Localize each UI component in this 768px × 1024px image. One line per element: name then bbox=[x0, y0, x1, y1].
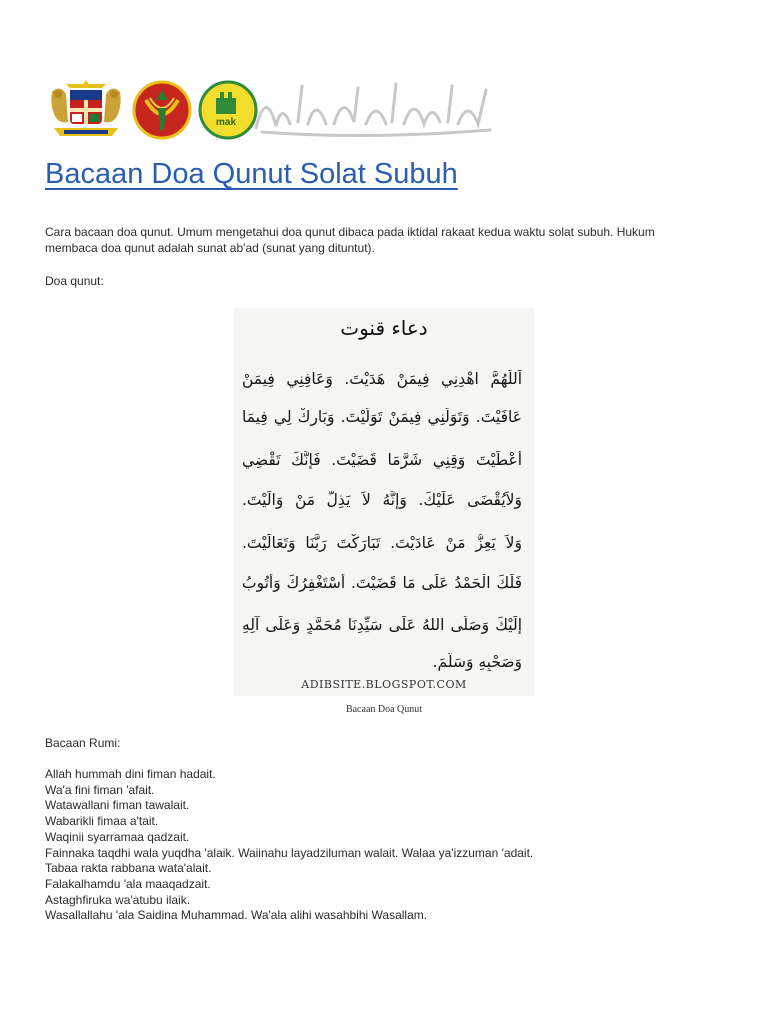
intro-paragraph bbox=[45, 224, 745, 256]
arabic-calligraphy-banner-icon bbox=[246, 78, 500, 142]
rumi-text-block bbox=[45, 767, 533, 924]
doa-image-line: اَللّٰهُمَّ اهْدِنِي فِيمَنْ هَدَيْتَ. وَعَافِنِي فِيمَنْ bbox=[242, 370, 522, 388]
rumi-line: Fainnaka taqdhi wala yuqdha 'alaik. Waiinahu layadziluman walait. Walaa ya'izzuman 'adait. bbox=[45, 845, 534, 860]
doa-image-line: وَصَحْبِهِ وَسَلَّمَ. bbox=[432, 653, 522, 671]
rumi-line: Wasallallahu 'ala Saidina Muhammad. Wa'ala alihi wasahbihi Wasallam. bbox=[45, 908, 428, 923]
rumi-line: Wa'a fini fiman 'afait. bbox=[45, 782, 155, 797]
rumi-line: Allah hummah dini fiman hadait. bbox=[45, 767, 216, 781]
doa-image-line: إِلَيْكَ وَصَلَّى اللهُ عَلَى سَيِّدِنَا مُحَمَّدٍ وَعَلَى آلِهِ bbox=[242, 616, 522, 634]
doa-image-line: وَلاَ يَعِزُّ مَنْ عَادَيْتَ. تَبَارَكْتَ رَبَّنَا وَتَعَالَيْتَ. bbox=[242, 534, 522, 552]
doa-image-line: أَعْطَيْتَ وَقِنِي شَرَّمَا قَضَيْتَ. فَإِنَّكَ تَقْضِي bbox=[242, 451, 522, 469]
svg-text:mak: mak bbox=[216, 117, 237, 128]
doa-image-line: عَافَيْتَ. وَتَوَلَّنِي فِيمَنْ تَوَلَّيْتَ. وَبَارِكْ لِي فِيمَا bbox=[242, 408, 522, 426]
kedah-state-emblem-icon bbox=[132, 78, 192, 142]
doa-qunut-image bbox=[234, 308, 534, 696]
rumi-line: Watawallani fiman tawalait. bbox=[45, 798, 190, 813]
intro-line-2: membaca doa qunut adalah sunat ab'ad (sunat yang dituntut). bbox=[45, 241, 375, 255]
malaysia-coat-of-arms-icon bbox=[46, 78, 126, 142]
rumi-line: Wabarikli fimaa a'tait. bbox=[45, 814, 159, 829]
rumi-line: Tabaa rakta rabbana wata'alait. bbox=[45, 861, 212, 876]
doa-image-line: وَلاَيُقْضَى عَلَيْكَ. وَإِنَّهُ لاَ يَذِلُّ مَنْ وَالَيْتَ. bbox=[242, 491, 522, 509]
rumi-line: Astaghfiruka wa'atubu ilaik. bbox=[45, 892, 191, 907]
rumi-line: Falakalhamdu 'ala maaqadzait. bbox=[45, 876, 211, 891]
intro-line-1: Cara bacaan doa qunut. Umum mengetahui doa qunut dibaca pada iktidal rakaat kedua waktu solat subuh. Hukum bbox=[45, 225, 655, 239]
doa-image-heading: دعاء قنوت bbox=[340, 316, 428, 340]
page-title[interactable]: Bacaan Doa Qunut Solat Subuh bbox=[45, 158, 458, 190]
doa-image-line: فَلَكَ الْحَمْدُ عَلَى مَا قَضَيْتَ. أَسْتَغْفِرُكَ وَأَتُوبُ bbox=[242, 574, 522, 592]
image-caption: Bacaan Doa Qunut bbox=[345, 704, 423, 715]
header-logos bbox=[46, 78, 506, 142]
doa-image-credit: ADIBSITE.BLOGSPOT.COM bbox=[301, 678, 467, 691]
rumi-label: Bacaan Rumi: bbox=[45, 736, 121, 750]
rumi-line: Waqinii syarramaa qadzait. bbox=[45, 829, 190, 844]
doa-label: Doa qunut: bbox=[45, 274, 104, 288]
